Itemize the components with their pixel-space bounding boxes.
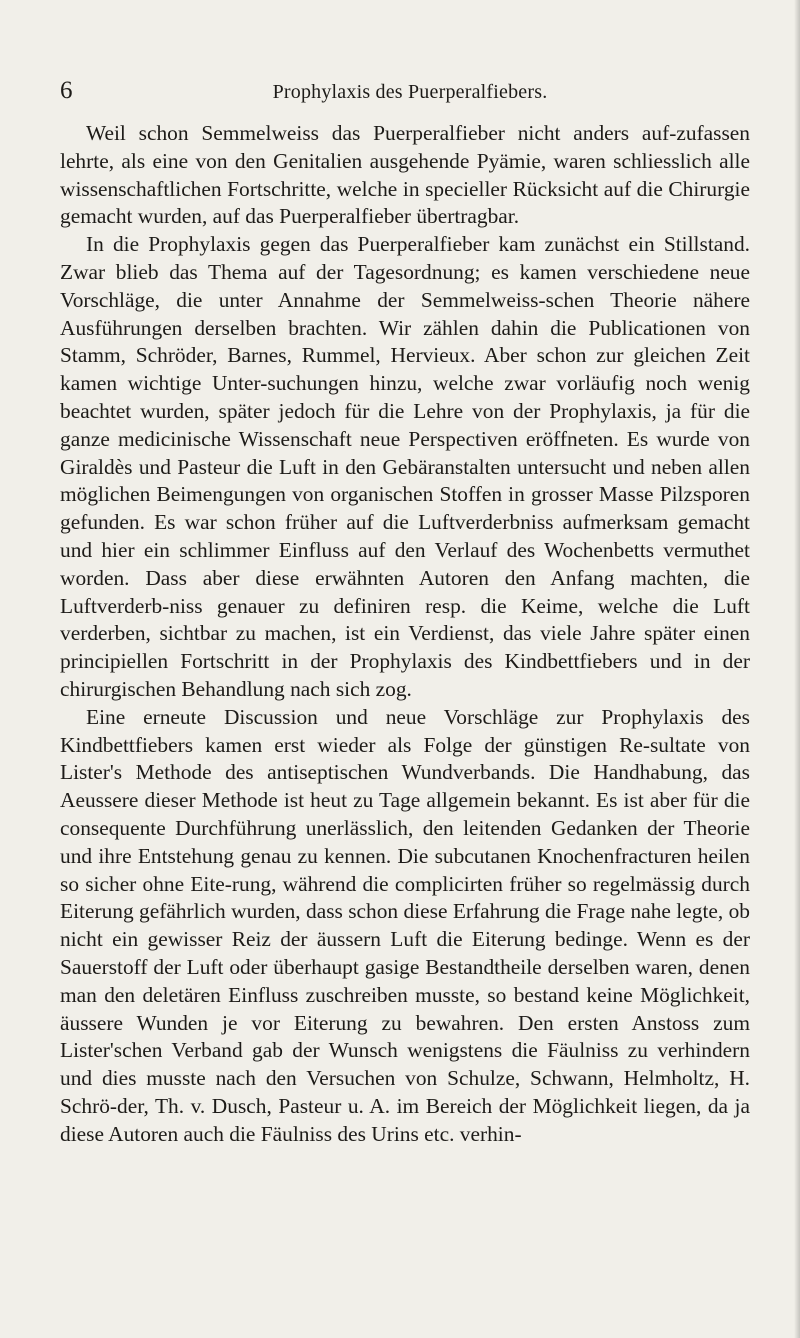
page-header	[60, 76, 750, 106]
body-text	[60, 120, 750, 1148]
page-edge-shadow	[794, 0, 800, 1338]
page-number: 6	[60, 77, 73, 104]
paragraph-1: Weil schon Semmelweiss das Puerperalfieber nicht anders auf-zufassen lehrte, als eine von den Genitalien ausgehende Pyämie, waren schliesslich alle wissenschaftlichen Fortschritte, welche in specieller Rücksicht auf die Chirurgie gemacht wurden, auf das Puerperalfieber übertragbar.	[60, 121, 750, 229]
paragraph-3: Eine erneute Discussion und neue Vorschläge zur Prophylaxis des Kindbettfiebers kamen erst wieder als Folge der günstigen Re-sultate von Lister's Methode des antiseptischen Wundverbands. Die Handhabung, das Aeussere dieser Methode ist heut zu Tage allgemein bekannt. Es ist aber für die consequente Durchführung unerlässlich, den leitenden Gedanken der Theorie und ihre Entstehung genau zu kennen. Die subcutanen Knochenfracturen heilen so sicher ohne Eite-rung, während die complicirten früher so regelmässig durch Eiterung gefährlich wurden, dass schon diese Erfahrung die Frage nahe legte, ob nicht ein gewisser Reiz der äussern Luft die Eiterung bedinge. Wenn es der Sauerstoff der Luft oder überhaupt gasige Bestandtheile derselben waren, denen man den deletären Einfluss zuschreiben musste, so bestand keine Möglichkeit, äussere Wunden je vor Eiterung zu bewahren. Den ersten Anstoss zum Lister'schen Verband gab der Wunsch wenigstens die Fäulniss zu verhindern und dies musste nach den Versuchen von Schulze, Schwann, Helmholtz, H. Schrö-der, Th. v. Dusch, Pasteur u. A. im Bereich der Möglichkeit liegen, da ja diese Autoren auch die Fäulniss des Urins etc. verhin-	[60, 704, 750, 1146]
running-title: Prophylaxis des Puerperalfiebers.	[272, 81, 548, 103]
paragraph-2: In die Prophylaxis gegen das Puerperalfieber kam zunächst ein Stillstand. Zwar blieb das Thema auf der Tagesordnung; es kamen verschiedene neue Vorschläge, die unter Annahme der Semmelweiss-schen Theorie nähere Ausführungen derselben brachten. Wir zählen dahin die Publicationen von Stamm, Schröder, Barnes, Rummel, Hervieux. Aber schon zur gleichen Zeit kamen wichtige Unter-suchungen hinzu, welche zwar vorläufig noch wenig beachtet wurden, später jedoch für die Lehre von der Prophylaxis, ja für die ganze medicinische Wissenschaft neue Perspectiven eröffneten. Es wurde von Giraldès und Pasteur die Luft in den Gebäranstalten untersucht und neben allen möglichen Beimengungen von organischen Stoffen in grosser Masse Pilzsporen gefunden. Es war schon früher auf die Luftverderbniss aufmerksam gemacht und hier ein schlimmer Einfluss auf den Verlauf des Wochenbetts vermuthet worden. Dass aber diese erwähnten Autoren den Anfang machten, die Luftverderb-niss genauer zu definiren resp. die Keime, welche die Luft verderben, sichtbar zu machen, ist ein Verdienst, das viele Jahre später einen principiellen Fortschritt in der Prophylaxis des Kindbettfiebers und in der chirurgischen Behandlung nach sich zog.	[60, 232, 750, 701]
